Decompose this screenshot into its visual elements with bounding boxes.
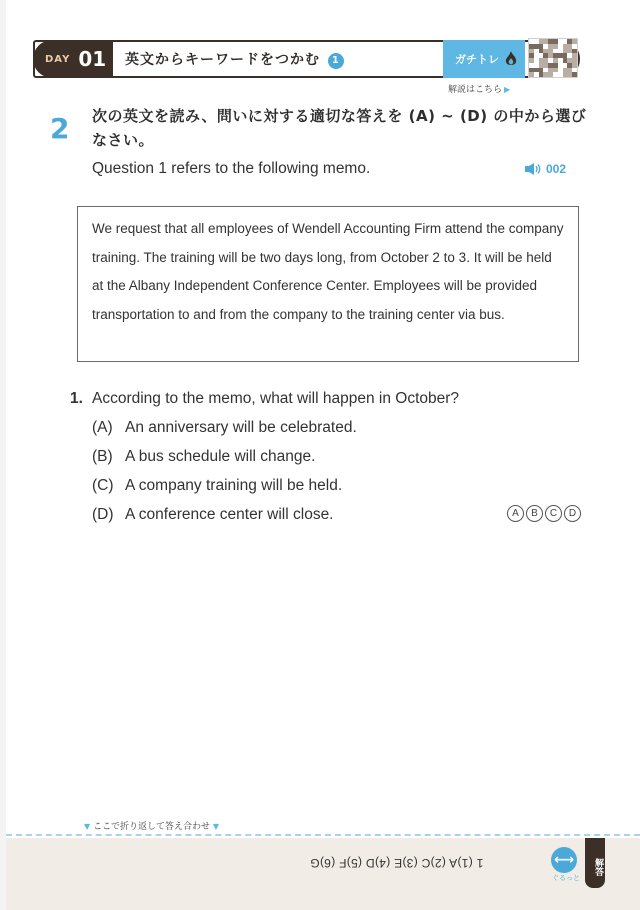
option-a	[92, 419, 357, 437]
answer-tab: 解答	[585, 838, 605, 888]
option-text: A conference center will close.	[125, 506, 334, 523]
question-number: 1.	[70, 390, 83, 407]
option-d	[92, 506, 334, 524]
lesson-title-text: 英文からキーワードをつかむ	[125, 52, 320, 68]
day-label: DAY	[45, 53, 71, 65]
memo-text: We request that all employees of Wendell Accounting Firm attend the company training. The training will be two days long, from October 2 to 3. It will be held at the Albany Independent Conference Center. Employees will be provided transportation to and from the company to the training center via bus.	[92, 221, 564, 322]
kaisetsu-link[interactable]	[448, 82, 510, 95]
audio-track[interactable]	[525, 162, 566, 176]
speaker-icon	[525, 163, 543, 175]
answer-bubble-b[interactable]: B	[526, 505, 543, 522]
triangle-down-icon: ▼	[84, 822, 91, 831]
option-label: (C)	[92, 477, 114, 494]
answer-flap	[6, 838, 640, 910]
upside-down-answer-key: 1 (1)A (2)C (3)E (4)D (5)F (6)G	[310, 856, 484, 870]
option-label: (B)	[92, 448, 113, 465]
triangle-down-icon: ▼	[212, 822, 220, 831]
flip-note: ぐるっと	[552, 874, 580, 882]
answer-bubbles	[507, 505, 581, 522]
audio-track-number: 002	[546, 162, 567, 176]
day-header	[33, 40, 580, 78]
memo-box	[77, 206, 579, 362]
option-text: An anniversary will be celebrated.	[125, 419, 357, 436]
flame-icon	[505, 51, 517, 67]
instruction-text: 次の英文を読み、問いに対する適切な答えを (A) ~ (D) の中から選びなさい。	[92, 107, 587, 149]
lesson-title	[125, 49, 344, 69]
option-label: (D)	[92, 506, 114, 523]
fold-instruction-text: ここで折り返して答え合わせ	[93, 822, 211, 832]
fold-instruction	[84, 819, 219, 832]
day-number: 01	[78, 47, 107, 71]
flip-arrows-icon: ⟷	[551, 847, 577, 873]
gachi-label-text: ガチトレ	[455, 53, 499, 66]
option-text: A company training will be held.	[125, 477, 343, 494]
option-c	[92, 477, 342, 495]
kaisetsu-text: 解説はこちら	[448, 85, 503, 95]
fold-line	[6, 834, 640, 836]
option-label: (A)	[92, 419, 113, 436]
arrow-right-icon: ▶	[504, 85, 511, 94]
question-lead: Question 1 refers to the following memo.	[92, 160, 371, 177]
page-edge	[0, 0, 6, 910]
option-text: A bus schedule will change.	[125, 448, 316, 465]
day-badge	[33, 40, 113, 78]
qr-code[interactable]	[528, 38, 578, 78]
answer-bubble-c[interactable]: C	[545, 505, 562, 522]
answer-bubble-d[interactable]: D	[564, 505, 581, 522]
option-b	[92, 448, 315, 466]
section-number: 2	[50, 112, 70, 145]
answer-bubble-a[interactable]: A	[507, 505, 524, 522]
lesson-title-badge: 1	[328, 53, 344, 69]
gachi-training-label	[443, 40, 525, 78]
question-text: According to the memo, what will happen in October?	[92, 390, 460, 407]
